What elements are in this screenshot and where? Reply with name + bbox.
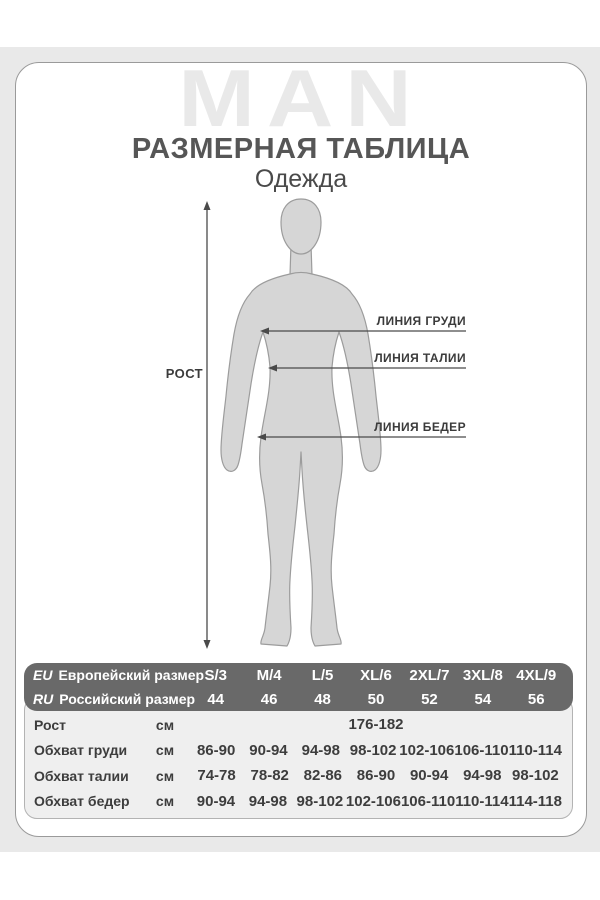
waist-value-cell: 90-94: [409, 767, 449, 785]
waist-value-cell: 74-78: [197, 767, 236, 785]
page-title: РАЗМЕРНАЯ ТАБЛИЦА: [131, 133, 471, 165]
male-silhouette-body: [221, 273, 381, 647]
row-label: Обхват груди: [34, 742, 128, 759]
hips-value-cell: 94-98: [248, 792, 288, 810]
height-label: РОСТ: [165, 366, 203, 381]
height-arrow-bottom-head: [204, 640, 211, 649]
waist-value-cell: 78-82: [250, 767, 289, 785]
eu-size-cell: 2XL/7: [409, 666, 450, 684]
eu-size-cell: S/3: [204, 666, 227, 684]
ru-size-cell: 54: [474, 690, 492, 708]
ru-size-cell: 48: [314, 690, 331, 708]
chest-value-cell: 106-110: [454, 741, 509, 759]
hips-value-cell: 106-110: [400, 792, 456, 810]
eu-code: EU: [33, 667, 53, 683]
eu-label-text: Европейский размер: [58, 667, 205, 683]
header-row-eu: [24, 663, 573, 687]
waist-value-cell: 86-90: [356, 767, 396, 785]
row-label: Рост: [34, 716, 66, 733]
ru-size-cell: 56: [527, 690, 545, 708]
page-subtitle: Одежда: [254, 165, 348, 193]
chest-row: [25, 738, 572, 764]
chest-value-cell: 94-98: [301, 741, 340, 759]
ru-code: RU: [33, 691, 54, 707]
ru-size-label: [24, 691, 196, 707]
ru-size-cell: 52: [421, 690, 438, 708]
chest-line-label: ЛИНИЯ ГРУДИ: [376, 314, 466, 328]
ru-label-text: Российский размер: [59, 691, 196, 707]
row-label: Обхват бедер: [34, 793, 130, 810]
chest-value-cell: 86-90: [196, 741, 236, 759]
height-value: 176-182: [348, 716, 404, 734]
chest-value-cell: 90-94: [249, 741, 288, 759]
ru-size-cell: 46: [260, 690, 278, 708]
unit-label: см: [155, 793, 175, 810]
unit-label: см: [155, 742, 175, 759]
height-row: [25, 712, 572, 738]
eu-size-label: [24, 667, 205, 683]
brand-watermark: MAN: [178, 53, 424, 144]
ru-size-cell: 50: [367, 690, 385, 708]
size-table-body: [24, 697, 573, 819]
eu-size-cell: L/5: [311, 666, 334, 684]
waist-line-label: ЛИНИЯ ТАЛИИ: [374, 351, 466, 365]
chest-value-cell: 102-106: [399, 741, 455, 759]
hips-value-cell: 110-114: [455, 792, 509, 810]
ru-size-cell: 44: [207, 690, 225, 708]
eu-size-cell: XL/6: [360, 666, 392, 684]
waist-value-cell: 98-102: [512, 767, 559, 785]
row-label: Обхват талии: [34, 767, 129, 784]
male-silhouette-head: [281, 199, 321, 254]
unit-label: см: [155, 716, 175, 733]
hips-value-cell: 90-94: [196, 792, 236, 810]
header-row-ru: [24, 687, 573, 711]
size-table: [24, 663, 573, 819]
hips-row: [25, 789, 572, 815]
waist-row: [25, 763, 572, 789]
chest-value-cell: 98-102: [349, 741, 397, 759]
hips-value-cell: 98-102: [296, 792, 344, 810]
hips-line-label: ЛИНИЯ БЕДЕР: [374, 420, 466, 434]
eu-size-cell: 4XL/9: [516, 666, 557, 684]
eu-size-cell: 3XL/8: [462, 666, 503, 684]
hips-value-cell: 114-118: [508, 792, 562, 810]
waist-value-cell: 82-86: [303, 767, 343, 785]
eu-size-cell: M/4: [256, 666, 282, 684]
unit-label: см: [155, 767, 175, 784]
waist-value-cell: 94-98: [463, 767, 502, 785]
hips-value-cell: 102-106: [345, 792, 401, 810]
chest-value-cell: 110-114: [508, 741, 562, 759]
height-arrow-top-head: [204, 201, 211, 210]
size-table-header: [24, 663, 573, 711]
